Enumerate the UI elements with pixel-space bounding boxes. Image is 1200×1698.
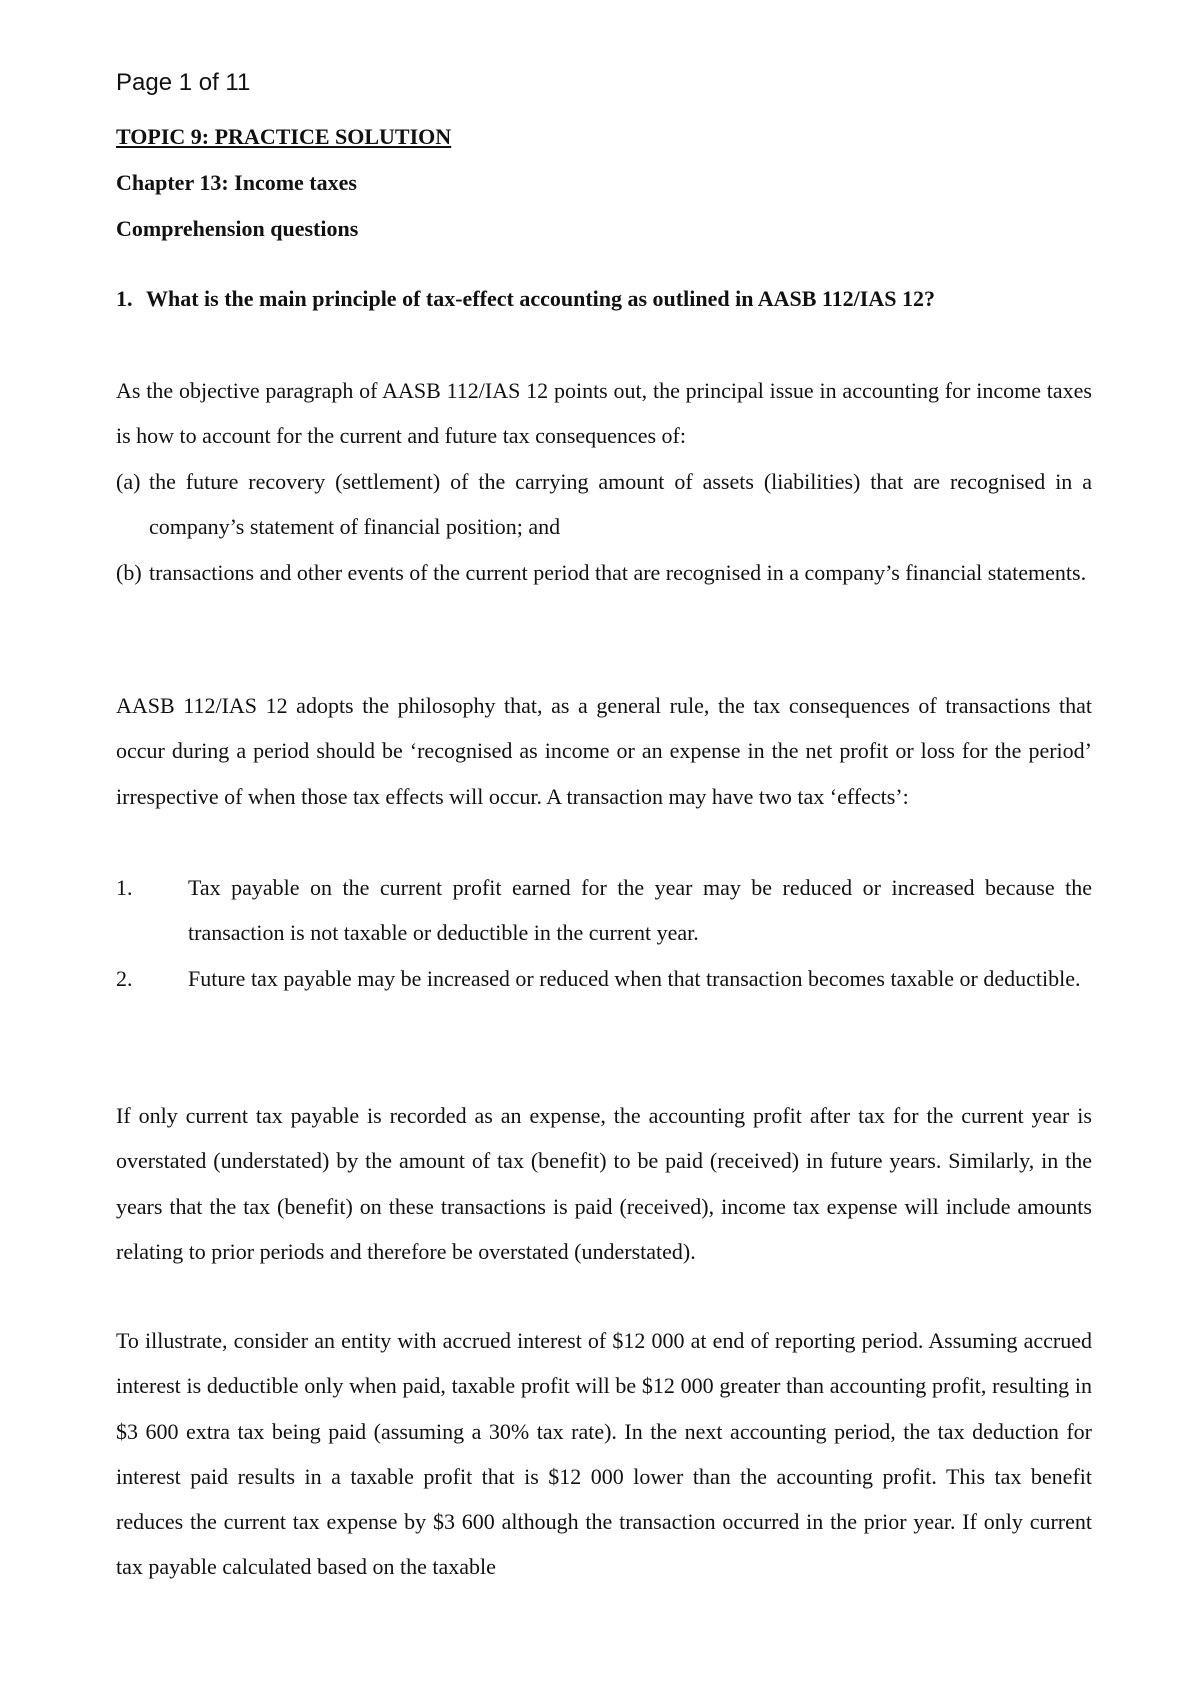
list-item-label: 2.: [116, 965, 133, 991]
list-item-label: (b): [116, 559, 142, 585]
list-item: [116, 459, 1092, 550]
chapter-heading: Chapter 13: Income taxes: [116, 170, 357, 195]
tax-effects-list: [116, 865, 1092, 1001]
consequence-list: [116, 459, 1092, 595]
page-number: Page 1 of 11: [116, 69, 251, 96]
list-item-text: Tax payable on the current profit earned for the year may be reduced or increased because the transaction is not taxable or deductible in the current year.: [188, 875, 1092, 946]
paragraph-illustration: To illustrate, consider an entity with accrued interest of $12 000 at end of reporting period. Assuming accrued interest is deductible only when paid, taxable profit will be $12 000 greater than accounting profit, resulting in $3 600 extra tax being paid (assuming a 30% tax rate). In the next accounting period, the tax deduction for interest paid results in a taxable profit that is $12 000 lower than the accounting profit. This tax benefit reduces the current tax expense by $3 600 although the transaction occurred in the prior year. If only current tax payable calculated based on the taxable: [116, 1328, 1092, 1580]
question-1: [116, 286, 1096, 312]
section-heading: Comprehension questions: [116, 216, 359, 241]
list-item-label: 1.: [116, 875, 133, 900]
list-item: [116, 865, 1092, 956]
list-item: [116, 550, 1092, 595]
question-text: What is the main principle of tax-effect accounting as outlined in AASB 112/IAS 12?: [146, 286, 935, 311]
question-number: 1.: [116, 286, 133, 311]
list-item-text: transactions and other events of the current period that are recognised in a company’s financial statements.: [149, 559, 1087, 585]
list-item-label: (a): [116, 469, 141, 494]
paragraph-objective: As the objective paragraph of AASB 112/IAS 12 points out, the principal issue in accounting for income taxes is how to account for the current and future tax consequences of:: [116, 378, 1092, 449]
list-item-text: Future tax payable may be increased or reduced when that transaction becomes taxable or deductible.: [188, 965, 1081, 991]
paragraph-overstatement: If only current tax payable is recorded as an expense, the accounting profit after tax for the current year is overstated (understated) by the amount of tax (benefit) to be paid (received) in future years. Similarly, in the years that the tax (benefit) on these transactions is paid (received), income tax expense will include amounts relating to prior periods and therefore be overstated (understated).: [116, 1103, 1092, 1264]
list-item-text: the future recovery (settlement) of the carrying amount of assets (liabilities) that are recognised in a company’s statement of financial position; and: [149, 469, 1092, 540]
paragraph-philosophy: AASB 112/IAS 12 adopts the philosophy that, as a general rule, the tax consequences of transactions that occur during a period should be ‘recognised as income or an expense in the net profit or loss for the period’ irrespective of when those tax effects will occur. A transaction may have two tax ‘effects’:: [116, 693, 1092, 809]
list-item: [116, 956, 1092, 1001]
topic-heading: TOPIC 9: PRACTICE SOLUTION: [116, 124, 452, 149]
